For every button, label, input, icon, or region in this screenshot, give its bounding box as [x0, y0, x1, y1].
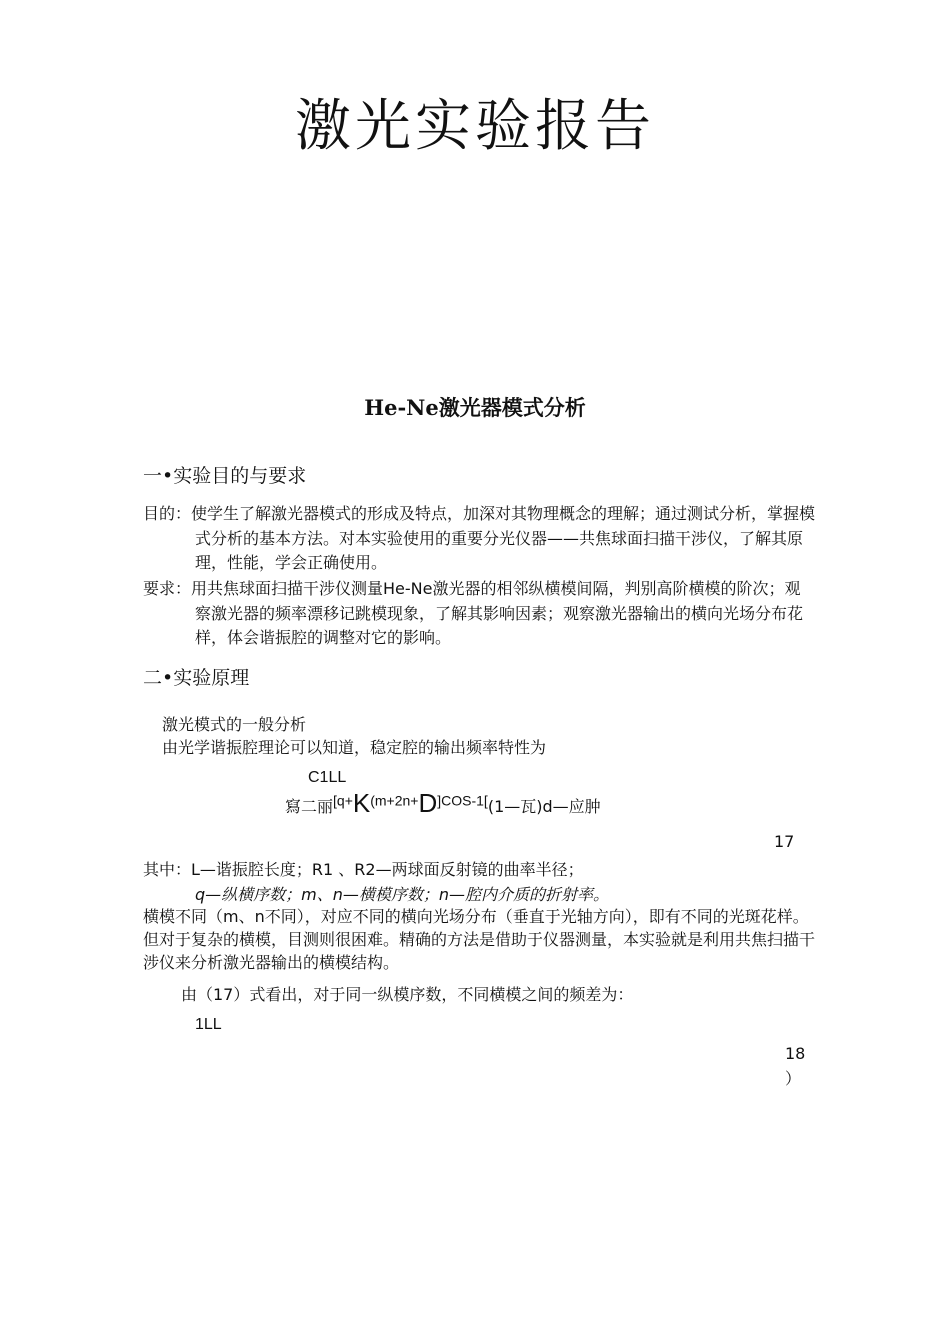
from-equation-17-line: 由（17）式看出，对于同一纵模序数，不同横模之间的频差为： [181, 985, 634, 1004]
intro-line-resonator-theory: 由光学谐振腔理论可以知道，稳定腔的输出频率特性为 [162, 738, 547, 757]
equation-17-tail: (1—瓦)d—应肿 [487, 797, 601, 816]
equation-17-mn-term: (m+2n+ [370, 792, 419, 809]
equation-17-k: K [352, 788, 371, 818]
equation-17 [285, 788, 601, 819]
equation-18-paren: ） [785, 1069, 802, 1088]
section-heading-objectives: 一•实验目的与要求 [143, 465, 307, 487]
equation-17-number: 17 [774, 832, 795, 851]
equation-17-d: D [418, 788, 438, 818]
equation-18-fragment: 1LL [195, 1016, 222, 1033]
where-line-1: 其中：L—谐振腔长度；R1 、R2—两球面反射镜的曲率半径； [143, 860, 584, 879]
requirement-paragraph: 要求：用共焦球面扫描干涉仪测量He-Ne激光器的相邻纵横模间隔，判别高阶横模的阶次；观察激光器的频率漂移记跳模现象，了解其影响因素；观察激光器输出的横向光场分布花样，体会谐振腔的调整对它的影响。 [143, 579, 804, 647]
equation-17-q-term: [q+ [333, 792, 353, 809]
equation-18-number: 18 [785, 1044, 806, 1063]
experiment-subtitle: He-Ne激光器模式分析 [364, 395, 586, 420]
section-heading-principle: 二•实验原理 [143, 667, 250, 689]
purpose-paragraph: 目的：使学生了解激光器模式的形成及特点，加深对其物理概念的理解；通过测试分析，掌握模式分析的基本方法。对本实验使用的重要分光仪器——共焦球面扫描干涉仪，了解其原理，性能，学会正确使用。 [143, 504, 816, 572]
intro-line-mode-analysis: 激光模式的一般分析 [162, 715, 307, 734]
equation-17-cos-term: ]COS-1[ [437, 792, 488, 809]
equation-17-left: 寫二丽 [285, 797, 334, 816]
transverse-mode-paragraph: 横模不同（m、n不同），对应不同的横向光场分布（垂直于光轴方向），即有不同的光斑花样。但对于复杂的横模，目测则很困难。精确的方法是借助于仪器测量，本实验就是利用共焦扫描干涉仪来分析激光器输出的横模结构。 [143, 907, 816, 972]
where-line-2: q—纵横序数；m、n—横模序数；n—腔内介质的折射率。 [195, 885, 610, 904]
equation-17-numerator: C1LL [308, 769, 347, 786]
page-title: 激光实验报告 [295, 94, 655, 159]
